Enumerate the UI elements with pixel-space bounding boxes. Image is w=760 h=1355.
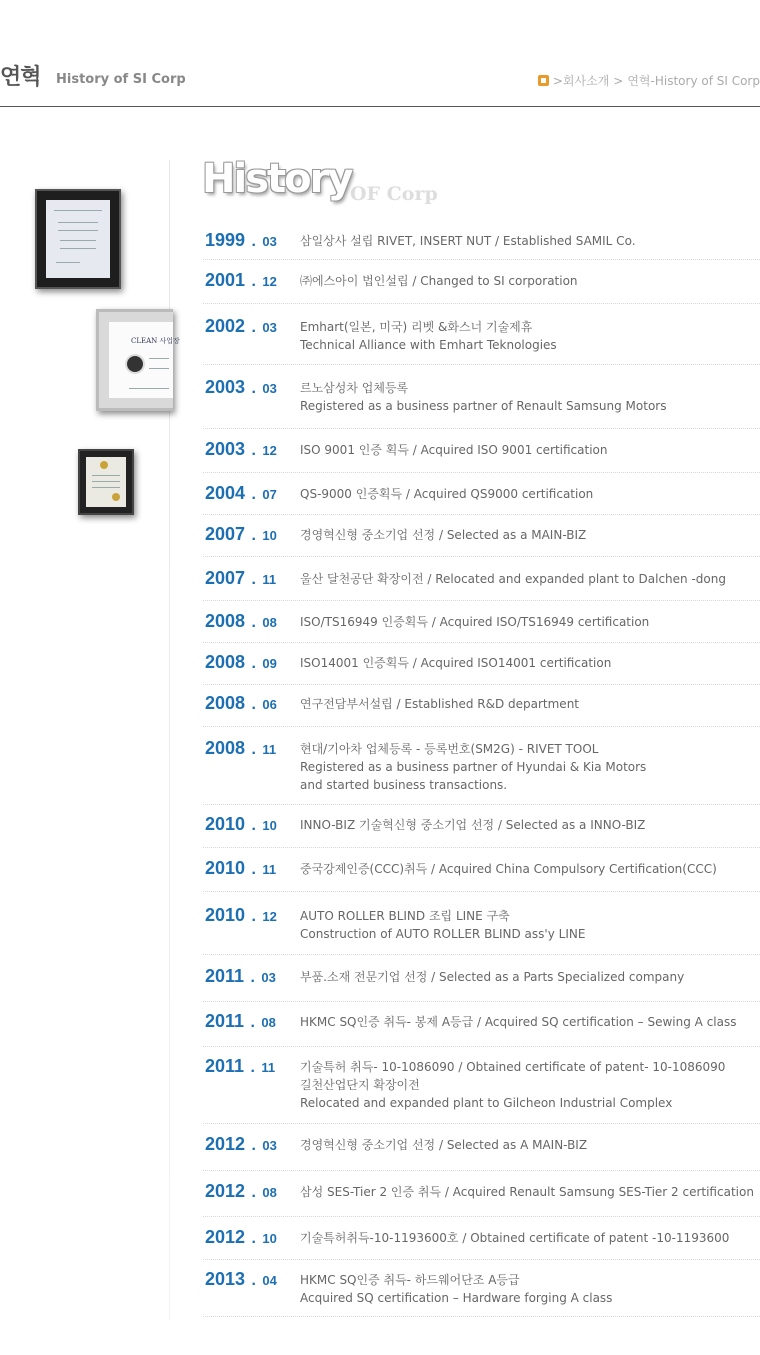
history-date [205,693,277,714]
history-month: 07 [262,487,277,502]
history-row [203,1007,760,1047]
history-year: 2010 [205,858,246,878]
history-month: 03 [261,970,276,985]
history-description-line: 기술특허취득-10-1193600호 / Obtained certificate of patent -10-1193600 [300,1231,730,1245]
history-year: 2012 [205,1134,246,1154]
seal-icon [112,493,120,501]
breadcrumb-current: 연혁-History of SI Corp [627,74,760,88]
date-separator: . [246,969,260,986]
history-row [203,607,760,643]
history-description [300,1013,736,1031]
certificate-logo-icon [125,354,145,374]
history-description-line: INNO-BIZ 기술혁신형 중소기업 선정 / Selected as a INNO-BIZ [300,818,646,832]
section-subtitle: OF Corp [350,183,438,205]
history-description-line: ISO/TS16949 인증획득 / Acquired ISO/TS16949 certification [300,615,650,629]
history-date [205,611,277,632]
history-description-line: 현대/기아차 업체등록 - 등록번호(SM2G) - RIVET TOOL [300,742,599,756]
history-description [300,816,645,834]
history-description [300,379,666,415]
history-year: 2003 [205,439,246,459]
history-row [203,1177,760,1217]
date-separator: . [247,571,261,588]
history-row [203,1052,760,1124]
history-row [203,734,760,805]
breadcrumb-separator: > [613,73,624,88]
section-title: History [202,156,352,202]
date-separator: . [247,861,261,878]
date-separator: . [247,233,261,250]
history-date [205,1227,277,1248]
history-description-line: Emhart(일본, 미국) 리벳 &화스너 기술제휴 [300,320,533,334]
history-date [205,814,277,835]
history-month: 08 [262,1185,277,1200]
history-month: 11 [262,572,277,587]
date-separator: . [247,380,261,397]
history-description-line: 삼일상사 설립 RIVET, INSERT NUT / Established SAMIL Co. [300,234,636,248]
history-description [300,740,646,794]
history-date [205,738,276,759]
history-date [205,230,277,251]
history-description [300,907,585,943]
history-date [205,524,277,545]
history-description [300,695,579,713]
date-separator: . [247,655,261,672]
history-row [203,1265,760,1317]
history-description [300,613,649,631]
date-separator: . [247,442,261,459]
history-date [205,966,276,987]
history-description [300,441,607,459]
history-description-line: 부품.소재 전문기업 선정 / Selected as a Parts Specialized company [300,970,685,984]
history-description [300,1271,612,1307]
history-year: 2012 [205,1227,246,1247]
history-year: 2011 [205,966,245,986]
history-year: 1999 [205,230,246,250]
date-separator: . [247,817,261,834]
history-description [300,1136,587,1154]
history-description-line: 르노삼성차 업체등록 [300,381,409,395]
history-date [205,1056,275,1077]
date-separator: . [247,527,261,544]
history-description-line: 중국강제인증(CCC)취득 / Acquired China Compulsory Certification(CCC) [300,862,717,876]
history-month: 10 [262,818,277,833]
history-year: 2001 [205,270,246,290]
certificate-image [78,449,134,515]
history-date [205,1269,277,1290]
history-description [300,1229,729,1247]
history-description [300,485,593,503]
history-year: 2013 [205,1269,246,1289]
history-month: 11 [262,862,277,877]
history-row [203,810,760,848]
history-row [203,1130,760,1171]
history-row [203,564,760,601]
history-description-line: and started business transactions. [300,778,508,792]
date-separator: . [247,614,261,631]
history-description [300,232,636,250]
history-row [203,962,760,1002]
date-separator: . [247,1137,261,1154]
history-year: 2012 [205,1181,246,1201]
history-month: 04 [262,1273,277,1288]
history-month: 03 [262,1138,277,1153]
history-month: 03 [262,320,277,335]
history-row [203,1223,760,1260]
date-separator: . [246,1059,260,1076]
date-separator: . [247,1272,261,1289]
history-row [203,689,760,727]
history-year: 2011 [205,1011,245,1031]
history-description [300,526,586,544]
history-year: 2004 [205,483,246,503]
history-date [205,316,277,337]
history-row [203,479,760,515]
history-description-line: HKMC SQ인증 취득- 하드웨어단조 A등급 [300,1273,520,1287]
history-row [203,648,760,685]
history-date [205,1011,276,1032]
history-row [203,854,760,892]
history-description [300,1058,725,1112]
history-year: 2002 [205,316,246,336]
history-description-line: Relocated and expanded plant to Gilcheon Industrial Complex [300,1096,673,1110]
date-separator: . [246,1014,260,1031]
history-description [300,654,611,672]
certificate-image [35,189,121,289]
history-month: 09 [262,656,277,671]
seal-icon [100,461,108,469]
history-date [205,270,277,291]
history-date [205,439,277,460]
history-description-line: ISO 9001 인증 획득 / Acquired ISO 9001 certification [300,443,608,457]
history-description-line: 삼성 SES-Tier 2 인증 취득 / Acquired Renault Samsung SES-Tier 2 certification [300,1185,754,1199]
certificate-text: CLEAN 사업장 [131,337,180,345]
history-description-line: ㈜에스아이 법인설립 / Changed to SI corporation [300,274,578,288]
history-year: 2007 [205,524,246,544]
history-description [300,272,578,290]
history-date [205,652,277,673]
history-row [203,312,760,365]
history-date [205,1181,277,1202]
history-month: 06 [262,697,277,712]
history-description-line: HKMC SQ인증 취득- 봉제 A등급 / Acquired SQ certification – Sewing A class [300,1015,737,1029]
history-month: 12 [262,274,277,289]
history-description-line: Registered as a business partner of Renault Samsung Motors [300,399,667,413]
date-separator: . [247,908,261,925]
history-month: 11 [262,742,277,757]
history-year: 2010 [205,814,246,834]
date-separator: . [247,273,261,290]
history-row [203,435,760,473]
history-row [203,520,760,557]
history-row [203,901,760,955]
breadcrumb-company[interactable]: >회사소개 [552,74,610,88]
history-description-line: 경영혁신형 중소기업 선정 / Selected as A MAIN-BIZ [300,1138,588,1152]
certificate-image [96,309,180,411]
history-date [205,905,277,926]
history-year: 2007 [205,568,246,588]
history-date [205,568,276,589]
date-separator: . [247,741,261,758]
history-description-line: Acquired SQ certification – Hardware forging A class [300,1291,613,1305]
history-date [205,1134,277,1155]
history-description-line: 길천산업단지 확장이전 [300,1078,420,1092]
history-month: 11 [261,1060,276,1075]
history-year: 2010 [205,905,246,925]
history-year: 2003 [205,377,246,397]
history-description [300,860,717,878]
history-year: 2008 [205,738,246,758]
history-year: 2008 [205,693,246,713]
history-month: 10 [262,528,277,543]
history-month: 12 [262,443,277,458]
history-date [205,377,277,398]
history-row [203,226,760,260]
breadcrumb [538,72,760,89]
date-separator: . [247,319,261,336]
history-date [205,483,277,504]
page-title: 연혁 [0,65,41,90]
history-row [203,266,760,304]
history-description-line: Technical Alliance with Emhart Teknologies [300,338,557,352]
date-separator: . [247,1184,261,1201]
history-month: 12 [262,909,277,924]
history-description-line: AUTO ROLLER BLIND 조립 LINE 구축 [300,909,510,923]
history-description-line: QS-9000 인증획득 / Acquired QS9000 certification [300,487,594,501]
history-year: 2008 [205,652,246,672]
history-description-line: 울산 달천공단 확장이전 / Relocated and expanded plant to Dalchen -dong [300,572,726,586]
history-month: 03 [262,381,277,396]
history-description-line: Registered as a business partner of Hyundai & Kia Motors [300,760,647,774]
history-description [300,318,557,354]
history-year: 2008 [205,611,246,631]
home-icon[interactable] [538,75,549,86]
history-month: 10 [262,1231,277,1246]
history-description [300,570,726,588]
history-description-line: 경영혁신형 중소기업 선정 / Selected as a MAIN-BIZ [300,528,587,542]
history-month: 08 [262,615,277,630]
date-separator: . [247,696,261,713]
date-separator: . [247,486,261,503]
history-description-line: 연구전담부서설립 / Established R&D department [300,697,580,711]
history-description-line: Construction of AUTO ROLLER BLIND ass'y LINE [300,927,586,941]
history-description-line: 기술특허 취득- 10-1086090 / Obtained certificate of patent- 10-1086090 [300,1060,726,1074]
page-header [0,0,760,107]
history-month: 03 [262,234,277,249]
history-month: 08 [261,1015,276,1030]
history-date [205,858,276,879]
history-description [300,968,684,986]
history-row [203,373,760,429]
date-separator: . [247,1230,261,1247]
history-year: 2011 [205,1056,245,1076]
page-subtitle: History of SI Corp [56,72,186,87]
history-description [300,1183,754,1201]
history-description-line: ISO14001 인증획득 / Acquired ISO14001 certification [300,656,612,670]
